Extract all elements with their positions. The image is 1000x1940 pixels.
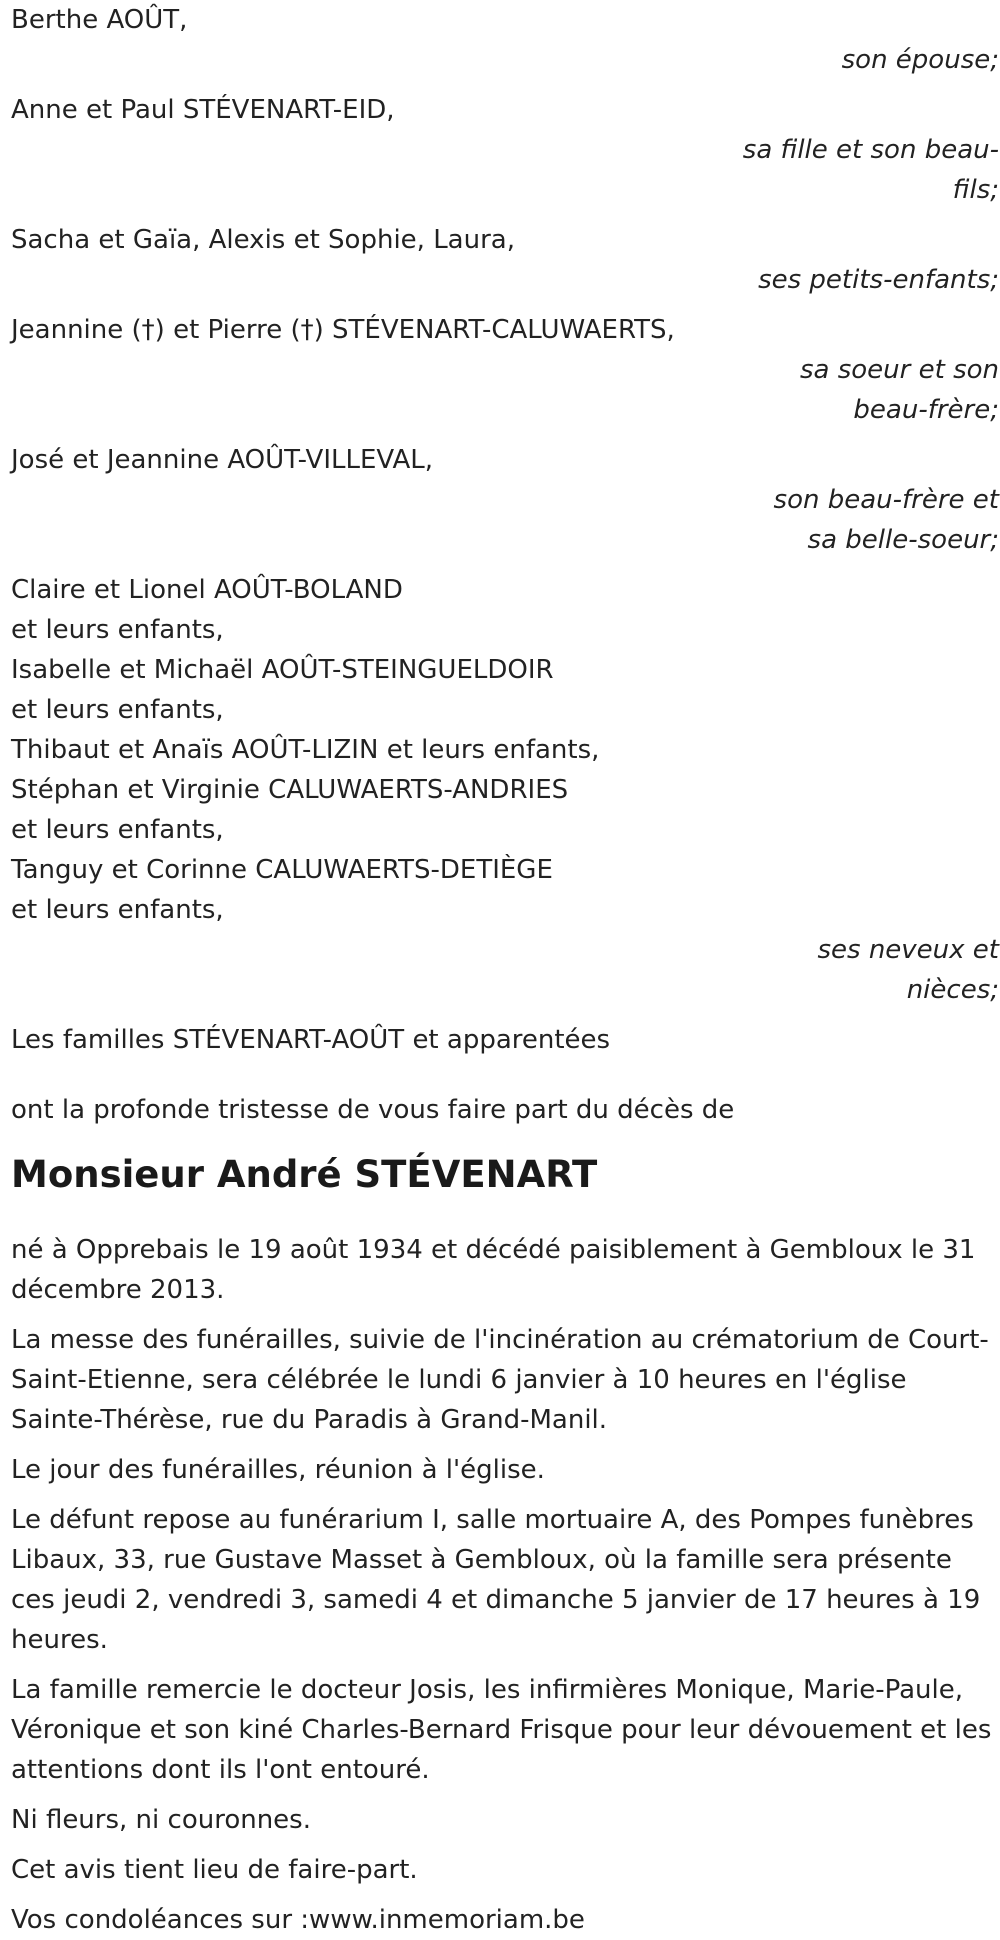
family-names: et leurs enfants, — [11, 895, 224, 925]
birth-death-paragraph: né à Opprebais le 19 août 1934 et décédé paisiblement à Gembloux le 31 décembre 2013. — [11, 1235, 976, 1305]
family-relation — [11, 480, 999, 560]
family-list — [11, 0, 999, 1060]
family-names: et leurs enfants, — [11, 615, 224, 645]
family-entry-brother-in-law — [11, 440, 999, 560]
announcement-text: ont la profonde tristesse de vous faire part du décès de — [11, 1095, 735, 1125]
thanks-paragraph: La famille remercie le docteur Josis, les infirmières Monique, Marie-Paule, Véronique et son kiné Charles-Bernard Frisque pour leur dévouement et les attentions dont ils l'ont entouré. — [11, 1675, 992, 1785]
families-line: Les familles STÉVENART-AOÛT et apparentées — [11, 1025, 611, 1055]
deceased-name: Monsieur André STÉVENART — [11, 1153, 598, 1196]
family-relation — [11, 350, 999, 430]
family-names: Jeannine (†) et Pierre (†) STÉVENART-CALUWAERTS, — [11, 315, 675, 345]
family-names: Tanguy et Corinne CALUWAERTS-DETIÈGE — [11, 855, 553, 885]
meeting-paragraph: Le jour des funérailles, réunion à l'église. — [11, 1455, 545, 1485]
family-entry-nephews — [11, 570, 999, 1010]
family-names: Claire et Lionel AOÛT-BOLAND — [11, 575, 403, 605]
relation-text: ses petits-enfants; — [758, 265, 999, 295]
family-relation — [11, 40, 999, 80]
family-entry-daughter — [11, 90, 999, 210]
family-relation — [11, 130, 999, 210]
funerarium-paragraph: Le défunt repose au funérarium I, salle mortuaire A, des Pompes funèbres Libaux, 33, rue Gustave Masset à Gembloux, où la famille sera présente ces jeudi 2, vendredi 3, samedi 4 et dimanche 5 janvier de 17 heures à 19 heures. — [11, 1505, 981, 1655]
relation-text: sa fille et son beau-fils; — [742, 135, 999, 205]
family-names: et leurs enfants, — [11, 695, 224, 725]
notice-paragraph: Cet avis tient lieu de faire-part. — [11, 1855, 418, 1885]
family-names: Sacha et Gaïa, Alexis et Sophie, Laura, — [11, 225, 515, 255]
family-names: José et Jeannine AOÛT-VILLEVAL, — [11, 445, 434, 475]
relation-text: son beau-frère et sa belle-soeur; — [773, 485, 999, 555]
family-names: Isabelle et Michaël AOÛT-STEINGUELDOIR — [11, 655, 554, 685]
family-names: Stéphan et Virginie CALUWAERTS-ANDRIES — [11, 775, 569, 805]
family-names: Thibaut et Anaïs AOÛT-LIZIN et leurs enfants, — [11, 735, 600, 765]
family-relation — [11, 930, 999, 1010]
family-relation — [11, 260, 999, 300]
family-entry-sister — [11, 310, 999, 430]
family-entry-grandchildren — [11, 220, 999, 300]
family-names: Berthe AOÛT, — [11, 5, 188, 35]
family-entry-spouse — [11, 0, 999, 80]
family-names: Anne et Paul STÉVENART-EID, — [11, 95, 395, 125]
no-flowers-paragraph: Ni fleurs, ni couronnes. — [11, 1805, 311, 1835]
relation-text: son épouse; — [841, 45, 999, 75]
funeral-mass-paragraph: La messe des funérailles, suivie de l'incinération au crématorium de Court-Saint-Etienne, sera célébrée le lundi 6 janvier à 10 heures en l'église Sainte-Thérèse, rue du Paradis à Grand-Manil. — [11, 1325, 989, 1435]
family-names: et leurs enfants, — [11, 815, 224, 845]
condolences-paragraph: Vos condoléances sur :www.inmemoriam.be — [11, 1905, 585, 1935]
relation-text: sa soeur et son beau-frère; — [799, 355, 999, 425]
relation-text: ses neveux et nièces; — [817, 935, 999, 1005]
